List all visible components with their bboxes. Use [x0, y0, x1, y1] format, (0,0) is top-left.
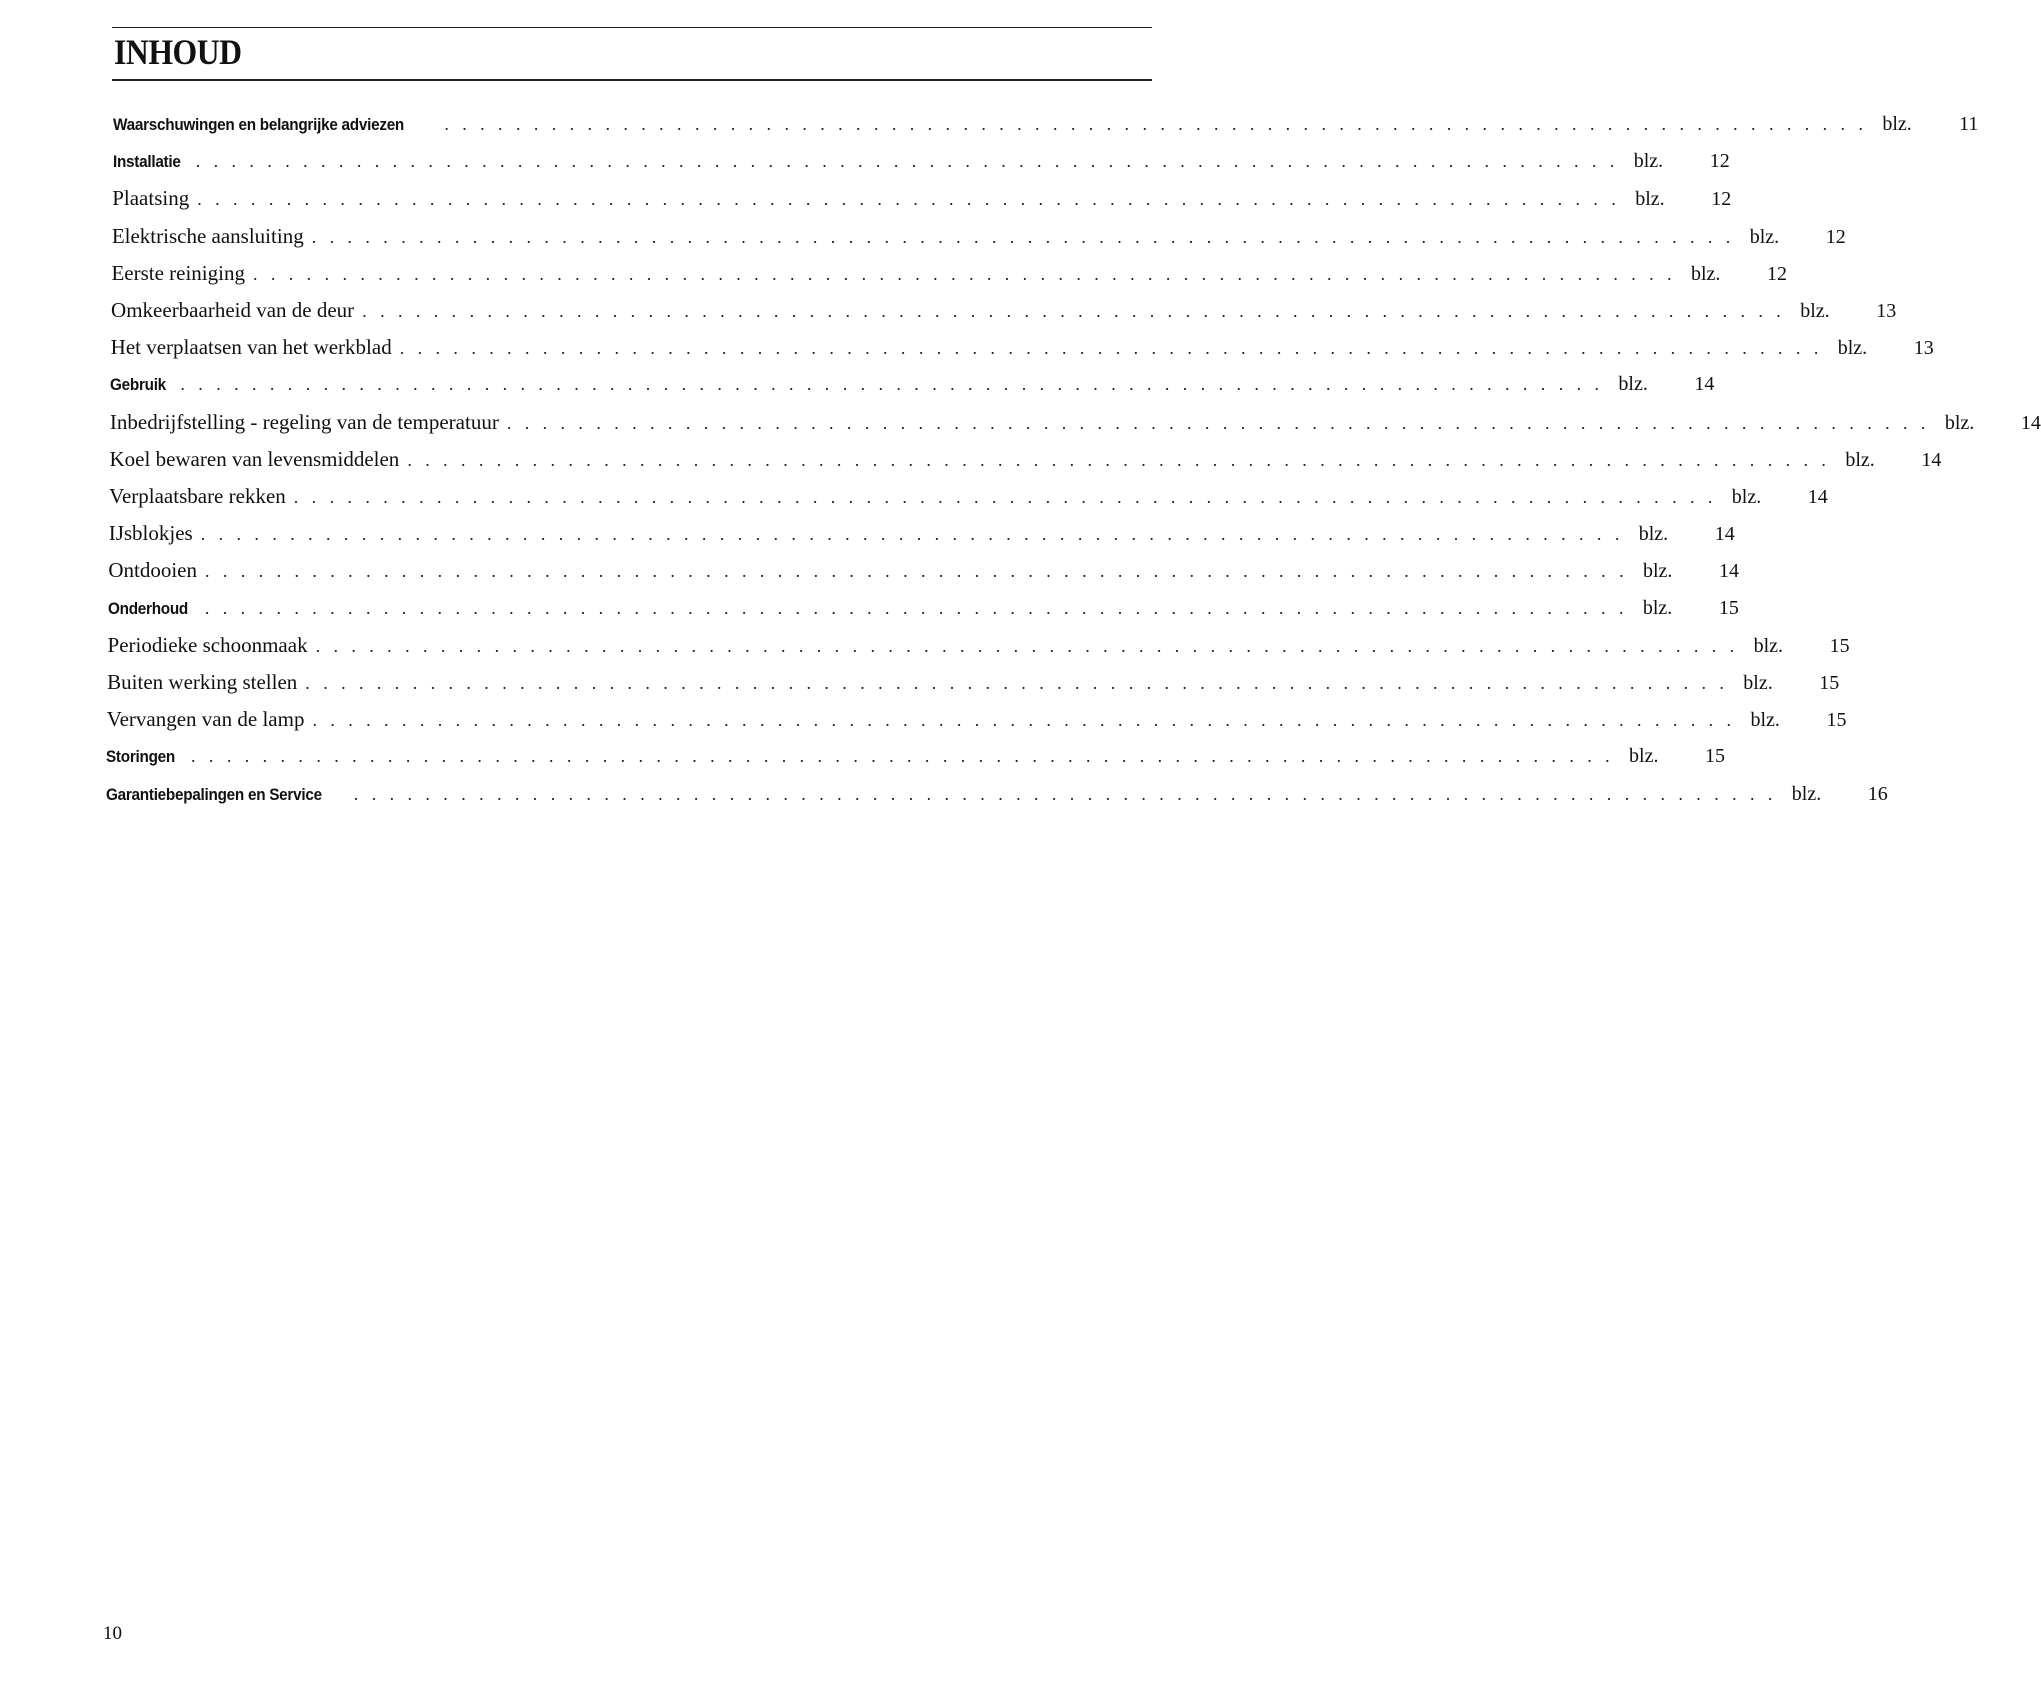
toc-page-label: blz.: [1837, 337, 1868, 360]
toc-page-label: blz.: [1618, 373, 1648, 396]
toc-entry-label: IJsblokjes: [108, 521, 193, 546]
toc-page-label: blz.: [1882, 113, 1912, 135]
toc-entry: [110, 370, 1715, 406]
toc-entry-label: Het verplaatsen van het werkblad: [110, 335, 392, 360]
toc-page-label: blz.: [1638, 523, 1669, 546]
toc-page-number: 13: [1913, 337, 1934, 360]
toc-page-number: 12: [1711, 188, 1732, 211]
toc-entry: [112, 184, 1732, 220]
toc-entry: [110, 333, 1934, 369]
toc-entry: [107, 668, 1840, 704]
toc-entry: [112, 147, 1730, 183]
toc-entry: [111, 259, 1787, 295]
toc-dot-leader: ................................................................................: [293, 487, 1726, 507]
toc-page-number: 11: [1959, 113, 1979, 135]
toc-page-label: blz.: [1642, 596, 1673, 619]
toc-entry: [106, 705, 1847, 741]
toc-page-label: blz.: [1845, 448, 1875, 471]
toc-page-number: 15: [1705, 745, 1726, 768]
toc-entry-label: Storingen: [106, 747, 176, 767]
toc-page-number: 14: [2020, 411, 2041, 434]
toc-page-number: 14: [1921, 448, 1942, 471]
toc-entry: [107, 631, 1850, 667]
toc-dot-leader: ................................................................................: [204, 561, 1637, 582]
toc-entry-label: Installatie: [112, 152, 181, 172]
toc-entry: [109, 408, 2041, 444]
toc-page-label: blz.: [1629, 745, 1659, 768]
toc-page-number: 14: [1718, 560, 1739, 583]
toc-dot-leader: ................................................................................: [399, 338, 1832, 359]
toc-page-label: blz.: [1743, 672, 1773, 694]
toc-entry: [106, 780, 1888, 816]
toc-dot-leader: ................................................................................: [315, 635, 1748, 656]
toc-page-label: blz.: [1635, 188, 1665, 211]
toc-page-number: 15: [1819, 672, 1840, 694]
toc-page-label: blz.: [1642, 560, 1673, 583]
toc-entry: [108, 519, 1735, 555]
toc-dot-leader: ................................................................................: [362, 301, 1795, 321]
toc-entry-label: Koel bewaren van levensmiddelen: [109, 446, 400, 471]
toc-entry-label: Inbedrijfstelling - regeling van de temperatuur: [109, 409, 499, 434]
toc-dot-leader: ................................................................................: [506, 412, 1939, 433]
toc-entry-label: Buiten werking stellen: [107, 670, 298, 694]
toc-page-number: 12: [1825, 225, 1846, 248]
toc-entry-label: Plaatsing: [112, 186, 190, 211]
toc-entry-label: Onderhoud: [107, 598, 188, 618]
toc-page-label: blz.: [1753, 634, 1784, 657]
toc-page-number: 14: [1714, 523, 1735, 546]
toc-entry-label: Elektrische aansluiting: [111, 223, 304, 248]
toc-dot-leader: ................................................................................: [311, 226, 1744, 247]
toc-page-number: 16: [1867, 782, 1888, 805]
toc-entry-label: Waarschuwingen en belangrijke adviezen: [113, 115, 405, 134]
toc-dot-leader: ................................................................................: [180, 374, 1613, 395]
toc-entry: [106, 742, 1726, 778]
toc-page-label: blz.: [1791, 782, 1822, 805]
toc-entry-label: Verplaatsbare rekken: [109, 484, 286, 508]
toc-dot-leader: ................................................................................: [191, 746, 1624, 767]
toc-page-number: 14: [1807, 486, 1828, 508]
toc-dot-leader: ................................................................................: [444, 114, 1877, 134]
page-title: INHOUD: [114, 32, 242, 72]
toc-page-number: 12: [1709, 150, 1730, 173]
toc-entry-label: Omkeerbaarheid van de deur: [111, 298, 355, 322]
toc-entry-label: Garantiebepalingen en Service: [106, 784, 322, 804]
toc-dot-leader: ................................................................................: [312, 710, 1745, 731]
toc-page-number: 15: [1826, 709, 1847, 732]
page-number: 10: [103, 1623, 122, 1644]
toc-page-number: 13: [1876, 300, 1897, 322]
toc-dot-leader: ................................................................................: [204, 597, 1637, 618]
toc-page-label: blz.: [1633, 150, 1664, 173]
toc-page-number: 15: [1829, 634, 1850, 657]
toc-entry: [108, 556, 1739, 592]
toc-entry-label: Vervangen van de lamp: [106, 707, 305, 732]
toc-entry-label: Eerste reiniging: [111, 260, 245, 285]
toc-entry: [109, 482, 1828, 518]
toc-entry: [109, 445, 1942, 481]
toc-page-label: blz.: [1750, 709, 1780, 732]
toc-entry: [113, 110, 1979, 146]
toc-dot-leader: ................................................................................: [200, 524, 1633, 545]
toc-dot-leader: ................................................................................: [197, 189, 1630, 210]
toc-entry-label: Ontdooien: [108, 558, 197, 583]
toc-page-label: blz.: [1690, 262, 1721, 285]
toc-entry-label: Periodieke schoonmaak: [107, 632, 308, 657]
toc-dot-leader: ................................................................................: [407, 449, 1840, 470]
toc-dot-leader: ................................................................................: [353, 783, 1786, 804]
toc-dot-leader: ................................................................................: [305, 673, 1738, 693]
toc-dot-leader: ................................................................................: [195, 151, 1628, 172]
toc-entry: [111, 222, 1846, 258]
toc-entry: [111, 296, 1897, 332]
toc-entry-label: Gebruik: [110, 375, 167, 395]
toc-dot-leader: ................................................................................: [252, 263, 1685, 284]
toc-page-number: 14: [1694, 373, 1715, 396]
toc-page-number: 15: [1718, 596, 1739, 619]
toc-page-label: blz.: [1944, 411, 1975, 434]
toc-page-label: blz.: [1749, 225, 1780, 248]
toc-page-label: blz.: [1800, 300, 1830, 322]
toc-page-label: blz.: [1731, 486, 1762, 508]
toc-entry: [107, 594, 1739, 630]
toc-page-number: 12: [1766, 262, 1787, 285]
